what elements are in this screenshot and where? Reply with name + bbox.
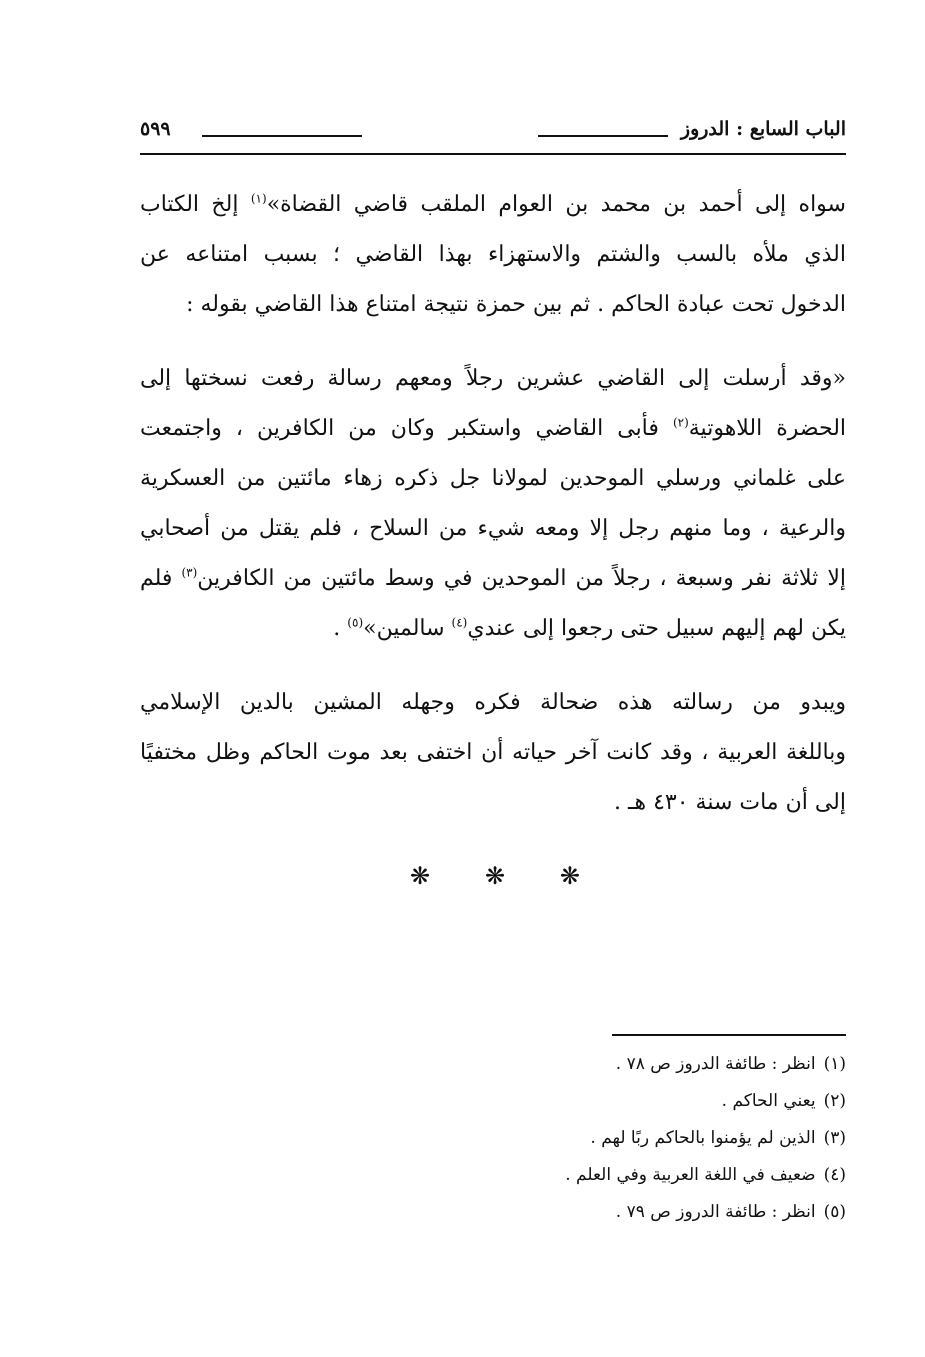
main-text — [140, 180, 846, 828]
text-line: على غلماني ورسلي الموحدين لمولانا جل ذكره زهاء مائتين من العسكرية — [140, 466, 846, 491]
text-line: والرعية ، وما منهم رجل إلا ومعه شيء من السلاح ، فلم يقتل من أصحابي — [140, 516, 846, 541]
header-rule — [140, 153, 846, 155]
text-line: إلى أن مات سنة ٤٣٠ هـ . — [614, 790, 846, 815]
asterism-icon: ❋ — [410, 862, 431, 890]
asterism-icon: ❋ — [559, 862, 580, 890]
footnote-item — [400, 1120, 846, 1157]
footnote-ref: (١) — [250, 191, 267, 206]
footnote-text: الذين لم يؤمنوا بالحاكم ربًا لهم . — [590, 1128, 816, 1148]
footnote-item — [400, 1194, 846, 1231]
paragraph-2 — [140, 354, 846, 654]
text-line: سواه إلى أحمد بن محمد بن العوام الملقب قاضي القضاة»$^{(١)}$ إلخ الكتاب — [140, 191, 846, 217]
text-line: الدخول تحت عبادة الحاكم . ثم بين حمزة نتيجة امتناع هذا القاضي بقوله : — [186, 292, 846, 317]
text-line: «وقد أرسلت إلى القاضي عشرين رجلاً ومعهم رسالة رفعت نسختها إلى — [140, 366, 846, 391]
footnotes — [400, 1046, 846, 1231]
footnote-number: (٢) — [823, 1091, 846, 1111]
paragraph-3 — [140, 678, 846, 828]
footnote-ref: (٣) — [181, 565, 198, 580]
chapter-title: الباب السابع : الدروز — [680, 118, 846, 140]
footnote-ref: (٥) — [347, 615, 364, 630]
footnote-ref: (٢) — [672, 415, 689, 430]
header-dash — [202, 135, 362, 137]
asterism-icon: ❋ — [484, 862, 506, 890]
header-dash — [538, 135, 668, 137]
footnote-ref: (٤) — [451, 615, 468, 630]
footnote-number: (١) — [823, 1054, 846, 1074]
footnote-text: ضعيف في اللغة العربية وفي العلم . — [565, 1165, 816, 1185]
section-separator — [410, 862, 580, 890]
footnote-item — [400, 1083, 846, 1120]
page-number: ٥٩٩ — [140, 118, 171, 140]
footnote-text: يعني الحاكم . — [721, 1091, 816, 1111]
text-line: وباللغة العربية ، وقد كانت آخر حياته أن اختفى بعد موت الحاكم وظل مختفيًا — [140, 740, 846, 765]
text-line: ويبدو من رسالته هذه ضحالة فكره وجهله المشين بالدين الإسلامي — [140, 690, 846, 715]
text-line: الذي ملأه بالسب والشتم والاستهزاء بهذا القاضي ؛ بسبب امتناعه عن — [140, 242, 846, 267]
footnote-item — [400, 1046, 846, 1083]
footnote-number: (٤) — [823, 1165, 846, 1185]
footnote-item — [400, 1157, 846, 1194]
running-header — [140, 118, 846, 148]
text-line: يكن لهم إليهم سبيل حتى رجعوا إلى عندي$^{(٤)}$ سالمين»$^{(٥)}$ . — [333, 615, 846, 641]
footnote-rule — [612, 1034, 846, 1036]
footnote-number: (٥) — [823, 1202, 846, 1222]
footnote-number: (٣) — [823, 1128, 846, 1148]
paragraph-1 — [140, 180, 846, 330]
footnote-text: انظر : طائفة الدروز ص ٧٩ . — [615, 1202, 816, 1222]
text-line: إلا ثلاثة نفر وسبعة ، رجلاً من الموحدين في وسط مائتين من الكافرين$^{(٣)}$ فلم — [140, 565, 846, 591]
footnote-text: انظر : طائفة الدروز ص ٧٨ . — [615, 1054, 816, 1074]
text-line: الحضرة اللاهوتية$^{(٢)}$ فأبى القاضي واستكبر وكان من الكافرين ، واجتمعت — [140, 415, 846, 441]
